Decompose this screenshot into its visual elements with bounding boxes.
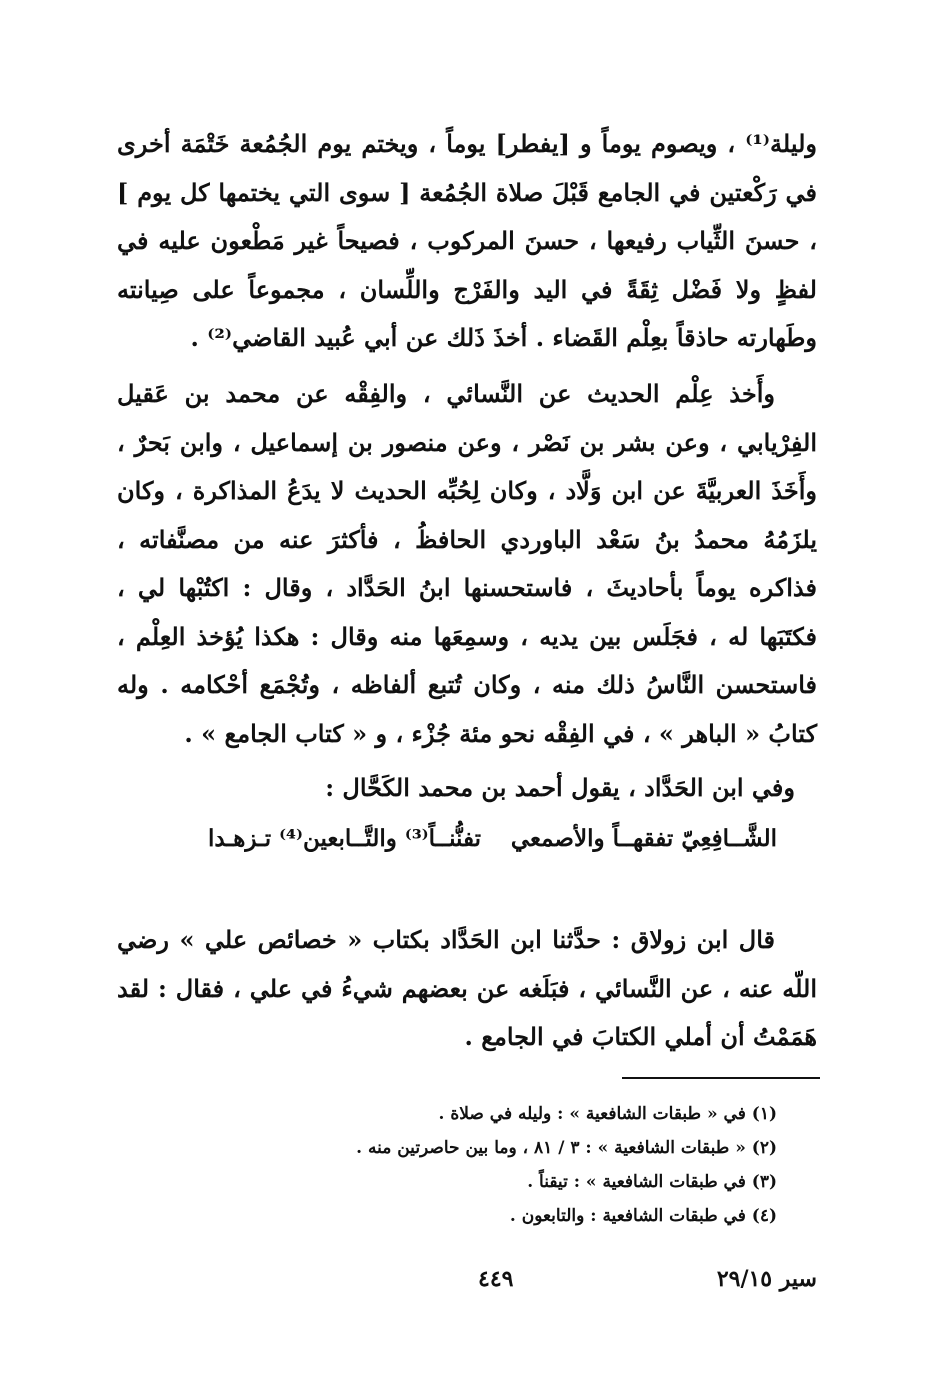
- paragraph-text: وأَخذ عِلْم الحديث عن النَّسائي ، والفِقْه عن محمد بن عَقيل الفِرْيابي ، وعن بشر بن نَصْر ، وعن منصور بن إسماعيل ، وابن بَحرٌ ، وأَخَذَ العربيَّةَ عن ابن وَلَّاد ، وكان لِحُبِّه الحديث لا يدَعُ المذاكرة ، وكان يلزَمُهُ محمدُ بنُ سَعْد الباوردي الحافظُ ، فأكثرَ عنه من مصنَّفاته ، فذاكره يوماً بأحاديثَ ، فاستحسنها ابنُ الحَدَّاد ، وقال : اكتُبْها لي ، فكتَبَها له ، فجَلَس بين يديه ، وسمِعَها منه وقال : هكذا يُؤخذ العِلْم ، فاستحسن النَّاسُ ذلك منه ، وكان تُتبع ألفاظه ، وتُجْمَع أحْكامه . وله كتابُ « الباهر » ، في الفِقْه نحو مئة جُزْء ، و « كتاب الجامع » .: [117, 379, 817, 748]
- footnote-1: (١) في « طبقات الشافعية » : وليله في صلاة .: [438, 1104, 777, 1124]
- paragraph-text: وليلة⁽¹⁾ ، ويصوم يوماً و [يفطر] يوماً ، ويختم يوم الجُمُعة خَتْمَة أخرى في رَكْعتين في الجامع قَبْلَ صلاة الجُمُعة [ سوى التي يختمها كل يوم ] ، حسنَ الثِّياب رفيعها ، حسنَ المركوب ، فصيحاً غير مَطْعون عليه في لفظٍ ولا فَضْل ثِقَةً في اليد والفَرْج واللِّسان ، مجموعاً على صِيانته وطَهارته حاذقاً بعِلْم القَضاء . أخذَ ذَلك عن أبي عُبيد القاضي⁽²⁾ .: [117, 129, 817, 352]
- footnote-2: (٢) « طبقات الشافعية » : ٣ / ٨١ ، وما بين حاصرتين منه .: [356, 1138, 777, 1158]
- volume-label: سير ٢٩/١٥: [716, 1266, 817, 1292]
- footnote-4: (٤) في طبقات الشافعية : والتابعون .: [509, 1206, 777, 1226]
- paragraph-text: قال ابن زولاق : حدَّثنا ابن الحَدَّاد بكتاب « خصائص علي » رضي اللّه عنه ، عن النَّسائي ، فبَلَغه عن بعضهم شيءُ في علي ، فقال : لقد هَمَمْتُ أن أملي الكتابَ في الجامع .: [117, 925, 817, 1051]
- page-number: ٤٤٩: [478, 1266, 514, 1292]
- verse-second-hemistich: تفنُّنــاً⁽³⁾ والتَّــابعين⁽⁴⁾ تـزهـدا: [208, 825, 482, 852]
- main-text-paragraph-2: [117, 370, 817, 758]
- main-text-paragraph-1: [117, 120, 817, 363]
- main-text-paragraph-3: [117, 916, 817, 1062]
- verse-introduction: وفي ابن الحَدَّاد ، يقول أحمد بن محمد الكَحَّال :: [325, 773, 795, 802]
- footnote-3: (٣) في طبقات الشافعية » : تيقناً .: [527, 1172, 777, 1192]
- footnote-separator: [622, 1077, 820, 1079]
- verse-first-hemistich: الشَّــافِعِيّ تفقهــاً والأصمعي: [510, 825, 777, 852]
- footnotes: [157, 1097, 777, 1233]
